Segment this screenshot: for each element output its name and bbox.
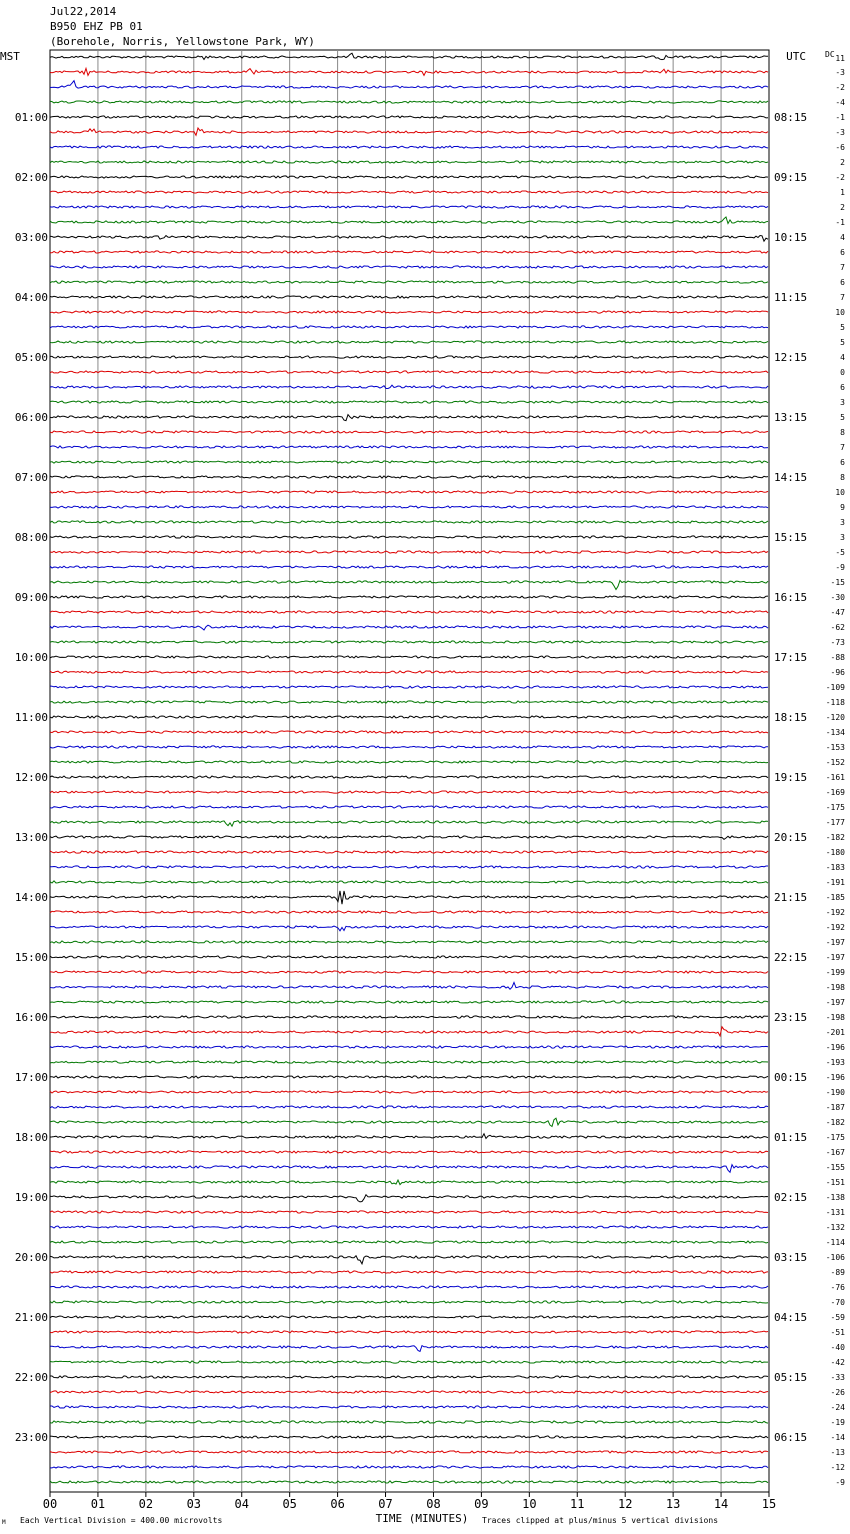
hour-label-left: 02:00 <box>14 171 48 184</box>
x-tick-label: 12 <box>617 1497 633 1511</box>
dc-offset-label: -89 <box>830 1268 845 1277</box>
dc-offset-label: -6 <box>835 143 845 152</box>
dc-offset-label: 10 <box>835 308 845 317</box>
station-label: B950 EHZ PB 01 <box>50 20 143 33</box>
trace-line <box>50 566 768 568</box>
x-tick-label: 11 <box>570 1497 585 1511</box>
hour-label-left: 22:00 <box>14 1371 48 1384</box>
dc-offset-label: -197 <box>825 938 845 947</box>
trace-line <box>50 1076 768 1078</box>
dc-offset-label: 2 <box>840 158 845 167</box>
dc-offset-label: 8 <box>840 428 845 437</box>
hour-label-right: 12:15 <box>774 351 808 364</box>
hour-label-right: 20:15 <box>774 831 808 844</box>
hour-label-left: 09:00 <box>14 591 48 604</box>
trace-line <box>50 851 768 853</box>
dc-offset-label: -132 <box>825 1223 845 1232</box>
trace-line <box>50 611 768 613</box>
trace-line <box>50 701 768 703</box>
trace-line <box>50 1406 768 1408</box>
x-tick-label: 02 <box>138 1497 154 1511</box>
trace-line <box>50 1436 768 1438</box>
trace-line <box>50 1091 768 1093</box>
x-tick-label: 00 <box>42 1497 58 1511</box>
trace-line <box>50 1241 768 1243</box>
x-tick-label: 10 <box>522 1497 537 1511</box>
trace-line <box>50 176 768 178</box>
trace-line <box>50 341 768 343</box>
hour-label-right: 17:15 <box>774 651 808 664</box>
dc-offset-label: -201 <box>825 1028 845 1037</box>
hour-label-left: 07:00 <box>14 471 48 484</box>
dc-offset-label: -33 <box>830 1373 845 1382</box>
hour-label-left: 17:00 <box>14 1071 48 1084</box>
dc-offset-label: -2 <box>835 173 845 182</box>
trace-line <box>50 53 768 59</box>
trace-line <box>50 1316 768 1318</box>
dc-offset-label: -4 <box>835 98 845 107</box>
dc-offset-label: -13 <box>830 1448 845 1457</box>
trace-line <box>50 686 768 688</box>
trace-line <box>50 431 768 433</box>
dc-offset-label: -106 <box>825 1253 845 1262</box>
dc-offset-label: -19 <box>830 1418 845 1427</box>
dc-offset-label: -131 <box>825 1208 845 1217</box>
dc-offset-label: -88 <box>830 653 845 662</box>
dc-offset-label: -155 <box>825 1163 845 1172</box>
right-timezone-label: UTC <box>786 50 806 63</box>
dc-offset-label: -12 <box>830 1463 845 1472</box>
dc-offset-label: 1 <box>840 188 845 197</box>
dc-offset-label: 7 <box>840 263 845 272</box>
dc-offset-label: -1 <box>835 218 845 227</box>
dc-offset-label: -14 <box>830 1433 845 1442</box>
trace-line <box>50 311 768 313</box>
x-tick-label: 03 <box>186 1497 202 1511</box>
trace-line <box>50 401 768 403</box>
trace-line <box>50 206 768 208</box>
dc-offset-label: -134 <box>825 728 845 737</box>
dc-offset-label: -192 <box>825 908 845 917</box>
dc-offset-label: 7 <box>840 443 845 452</box>
trace-line <box>50 866 768 868</box>
trace-line <box>50 1376 768 1378</box>
trace-line <box>50 1256 768 1264</box>
dc-offset-label: -198 <box>825 1013 845 1022</box>
trace-line <box>50 791 768 793</box>
trace-line <box>50 1331 768 1333</box>
trace-line <box>50 746 768 748</box>
hour-label-left: 11:00 <box>14 711 48 724</box>
dc-offset-label: 10 <box>835 488 845 497</box>
x-tick-label: 05 <box>282 1497 297 1511</box>
hour-label-left: 16:00 <box>14 1011 48 1024</box>
dc-offset-label: -62 <box>830 623 845 632</box>
hour-label-left: 03:00 <box>14 231 48 244</box>
division-note: Each Vertical Division = 400.00 microvolts <box>20 1516 223 1525</box>
hour-label-right: 03:15 <box>774 1251 808 1264</box>
hour-label-right: 21:15 <box>774 891 808 904</box>
dc-offset-label: -9 <box>835 563 845 572</box>
trace-line <box>50 1481 768 1483</box>
dc-offset-label: -190 <box>825 1088 845 1097</box>
dc-offset-label: -15 <box>830 578 845 587</box>
trace-line <box>50 716 768 718</box>
left-timezone-label: MST <box>0 50 20 63</box>
trace-line <box>50 983 768 990</box>
trace-line <box>50 281 768 283</box>
dc-header-label: DC <box>825 50 835 59</box>
trace-line <box>50 536 768 538</box>
trace-line <box>50 446 768 448</box>
dc-offset-label: -40 <box>830 1343 845 1352</box>
dc-offset-label: -1 <box>835 113 845 122</box>
trace-line <box>50 415 768 421</box>
trace-line <box>50 941 768 943</box>
dc-offset-label: -5 <box>835 548 845 557</box>
hour-label-left: 19:00 <box>14 1191 48 1204</box>
dc-offset-label: 7 <box>840 293 845 302</box>
trace-line <box>50 217 768 224</box>
trace-line <box>50 1046 768 1048</box>
x-tick-label: 06 <box>330 1497 345 1511</box>
trace-line <box>50 1466 768 1468</box>
dc-offset-label: 0 <box>840 368 845 377</box>
trace-line <box>50 146 768 148</box>
hour-label-right: 02:15 <box>774 1191 808 1204</box>
hour-label-right: 15:15 <box>774 531 808 544</box>
hour-label-right: 16:15 <box>774 591 808 604</box>
dc-offset-label: 5 <box>840 323 845 332</box>
dc-offset-label: -30 <box>830 593 845 602</box>
dc-offset-label: -24 <box>830 1403 845 1412</box>
x-axis-title: TIME (MINUTES) <box>375 1512 469 1525</box>
hour-label-right: 09:15 <box>774 171 808 184</box>
trace-line <box>50 236 768 242</box>
trace-line <box>50 1451 768 1453</box>
dc-offset-label: -182 <box>825 1118 845 1127</box>
dc-offset-label: -197 <box>825 998 845 1007</box>
trace-line <box>50 1061 768 1063</box>
dc-offset-label: 4 <box>840 353 845 362</box>
hour-label-right: 04:15 <box>774 1311 808 1324</box>
dc-offset-label: -138 <box>825 1193 845 1202</box>
hour-label-left: 05:00 <box>14 351 48 364</box>
trace-line <box>50 891 768 904</box>
hour-label-left: 12:00 <box>14 771 48 784</box>
hour-label-right: 00:15 <box>774 1071 808 1084</box>
x-tick-label: 07 <box>378 1497 393 1511</box>
trace-line <box>50 1211 768 1213</box>
trace-line <box>50 580 768 589</box>
hour-label-left: 08:00 <box>14 531 48 544</box>
hour-label-right: 14:15 <box>774 471 808 484</box>
trace-line <box>50 491 768 493</box>
hour-label-right: 22:15 <box>774 951 808 964</box>
dc-offset-label: -191 <box>825 878 845 887</box>
trace-line <box>50 461 768 463</box>
dc-offset-label: -196 <box>825 1073 845 1082</box>
dc-offset-label: -114 <box>825 1238 845 1247</box>
trace-line <box>50 761 768 763</box>
dc-offset-label: -180 <box>825 848 845 857</box>
trace-line <box>50 1027 768 1036</box>
dc-offset-label: -197 <box>825 953 845 962</box>
trace-line <box>50 128 768 135</box>
dc-offset-label: -73 <box>830 638 845 647</box>
hour-label-left: 14:00 <box>14 891 48 904</box>
clipping-note: Traces clipped at plus/minus 5 vertical divisions <box>482 1516 719 1525</box>
trace-line <box>50 1271 768 1273</box>
trace-line <box>50 1195 768 1202</box>
x-tick-label: 15 <box>761 1497 777 1511</box>
trace-line <box>50 731 768 733</box>
x-tick-label: 09 <box>474 1497 489 1511</box>
trace-line <box>50 926 768 931</box>
dc-offset-label: -167 <box>825 1148 845 1157</box>
trace-line <box>50 506 768 508</box>
trace-line <box>50 551 768 553</box>
x-tick-label: 01 <box>90 1497 106 1511</box>
trace-line <box>50 1151 768 1153</box>
trace-line <box>50 1391 768 1393</box>
dc-offset-label: -183 <box>825 863 845 872</box>
trace-line <box>50 1226 768 1228</box>
dc-offset-label: -120 <box>825 713 845 722</box>
hour-label-left: 18:00 <box>14 1131 48 1144</box>
dc-offset-label: -70 <box>830 1298 845 1307</box>
hour-label-left: 10:00 <box>14 651 48 664</box>
hour-label-right: 05:15 <box>774 1371 808 1384</box>
dc-offset-label: -185 <box>825 893 845 902</box>
dc-offset-label: -182 <box>825 833 845 842</box>
trace-line <box>50 191 768 193</box>
hour-label-left: 04:00 <box>14 291 48 304</box>
trace-line <box>50 385 768 388</box>
hour-label-left: 21:00 <box>14 1311 48 1324</box>
dc-offset-label: -51 <box>830 1328 845 1337</box>
dc-offset-label: -187 <box>825 1103 845 1112</box>
dc-offset-label: -47 <box>830 608 845 617</box>
dc-offset-label: -192 <box>825 923 845 932</box>
trace-line <box>50 625 768 630</box>
trace-line <box>50 671 768 673</box>
dc-offset-label: -26 <box>830 1388 845 1397</box>
trace-line <box>50 776 768 778</box>
trace-line <box>50 326 768 328</box>
trace-line <box>50 881 768 883</box>
hour-label-left: 15:00 <box>14 951 48 964</box>
dc-offset-label: -59 <box>830 1313 845 1322</box>
trace-line <box>50 266 768 268</box>
trace-line <box>50 1180 768 1185</box>
hour-label-left: 06:00 <box>14 411 48 424</box>
dc-offset-label: -96 <box>830 668 845 677</box>
dc-offset-label: -196 <box>825 1043 845 1052</box>
trace-line <box>50 81 768 88</box>
trace-line <box>50 1165 768 1173</box>
dc-offset-label: -76 <box>830 1283 845 1292</box>
x-tick-label: 04 <box>234 1497 249 1511</box>
hour-label-right: 19:15 <box>774 771 808 784</box>
hour-label-right: 18:15 <box>774 711 808 724</box>
x-tick-label: 13 <box>665 1497 681 1511</box>
dc-offset-label: -9 <box>835 1478 845 1487</box>
dc-offset-label: -151 <box>825 1178 845 1187</box>
trace-line <box>50 596 768 598</box>
trace-line <box>50 68 768 75</box>
hour-label-left: 13:00 <box>14 831 48 844</box>
trace-line <box>50 356 768 358</box>
dc-offset-label: -177 <box>825 818 845 827</box>
location-label: (Borehole, Norris, Yellowstone Park, WY) <box>50 35 315 48</box>
trace-line <box>50 1301 768 1303</box>
hour-label-right: 08:15 <box>774 111 808 124</box>
trace-line <box>50 806 768 808</box>
dc-offset-label: -109 <box>825 683 845 692</box>
dc-offset-label: -175 <box>825 1133 845 1142</box>
hour-label-left: 20:00 <box>14 1251 48 1264</box>
hour-label-left: 23:00 <box>14 1431 48 1444</box>
footer-corner-mark: M <box>2 1519 6 1526</box>
trace-line <box>50 956 768 958</box>
dc-offset-label: -175 <box>825 803 845 812</box>
dc-offset-label: -2 <box>835 83 845 92</box>
dc-offset-label: 11 <box>835 54 845 63</box>
dc-offset-label: 6 <box>840 458 845 467</box>
trace-line <box>50 1286 768 1288</box>
trace-line <box>50 371 768 373</box>
dc-offset-label: -3 <box>835 68 845 77</box>
dc-offset-label: -193 <box>825 1058 845 1067</box>
dc-offset-label: -42 <box>830 1358 845 1367</box>
trace-line <box>50 836 768 840</box>
trace-line <box>50 641 768 643</box>
dc-offset-label: 8 <box>840 473 845 482</box>
dc-offset-label: 5 <box>840 413 845 422</box>
dc-offset-label: 6 <box>840 278 845 287</box>
hour-label-right: 01:15 <box>774 1131 808 1144</box>
trace-line <box>50 1106 768 1108</box>
dc-offset-label: 5 <box>840 338 845 347</box>
trace-line <box>50 656 768 658</box>
dc-offset-label: 3 <box>840 518 845 527</box>
trace-line <box>50 971 768 973</box>
x-tick-label: 08 <box>426 1497 441 1511</box>
dc-offset-label: 4 <box>840 233 845 242</box>
dc-offset-label: -3 <box>835 128 845 137</box>
trace-line <box>50 296 768 298</box>
dc-offset-label: 6 <box>840 383 845 392</box>
trace-line <box>50 1361 768 1363</box>
dc-offset-label: -198 <box>825 983 845 992</box>
dc-offset-label: 2 <box>840 203 845 212</box>
trace-line <box>50 161 768 163</box>
dc-offset-label: -199 <box>825 968 845 977</box>
trace-line <box>50 1118 768 1126</box>
dc-offset-label: 3 <box>840 398 845 407</box>
hour-label-right: 10:15 <box>774 231 808 244</box>
x-tick-label: 14 <box>713 1497 729 1511</box>
trace-line <box>50 1001 768 1003</box>
dc-offset-label: -118 <box>825 698 845 707</box>
dc-offset-label: -169 <box>825 788 845 797</box>
trace-line <box>50 1134 768 1139</box>
trace-line <box>50 116 768 118</box>
trace-line <box>50 1421 768 1423</box>
dc-offset-label: 3 <box>840 533 845 542</box>
dc-offset-label: -161 <box>825 773 845 782</box>
trace-line <box>50 521 768 523</box>
trace-line <box>50 251 768 253</box>
trace-line <box>50 821 768 827</box>
trace-line <box>50 1346 768 1352</box>
trace-line <box>50 101 768 103</box>
dc-offset-label: 9 <box>840 503 845 512</box>
dc-offset-label: -152 <box>825 758 845 767</box>
hour-label-right: 06:15 <box>774 1431 808 1444</box>
trace-line <box>50 911 768 913</box>
hour-label-right: 23:15 <box>774 1011 808 1024</box>
trace-line <box>50 1016 768 1018</box>
hour-label-right: 11:15 <box>774 291 808 304</box>
dc-offset-label: 6 <box>840 248 845 257</box>
hour-label-left: 01:00 <box>14 111 48 124</box>
trace-line <box>50 476 768 478</box>
dc-offset-label: -153 <box>825 743 845 752</box>
hour-label-right: 13:15 <box>774 411 808 424</box>
date-label: Jul22,2014 <box>50 5 117 18</box>
